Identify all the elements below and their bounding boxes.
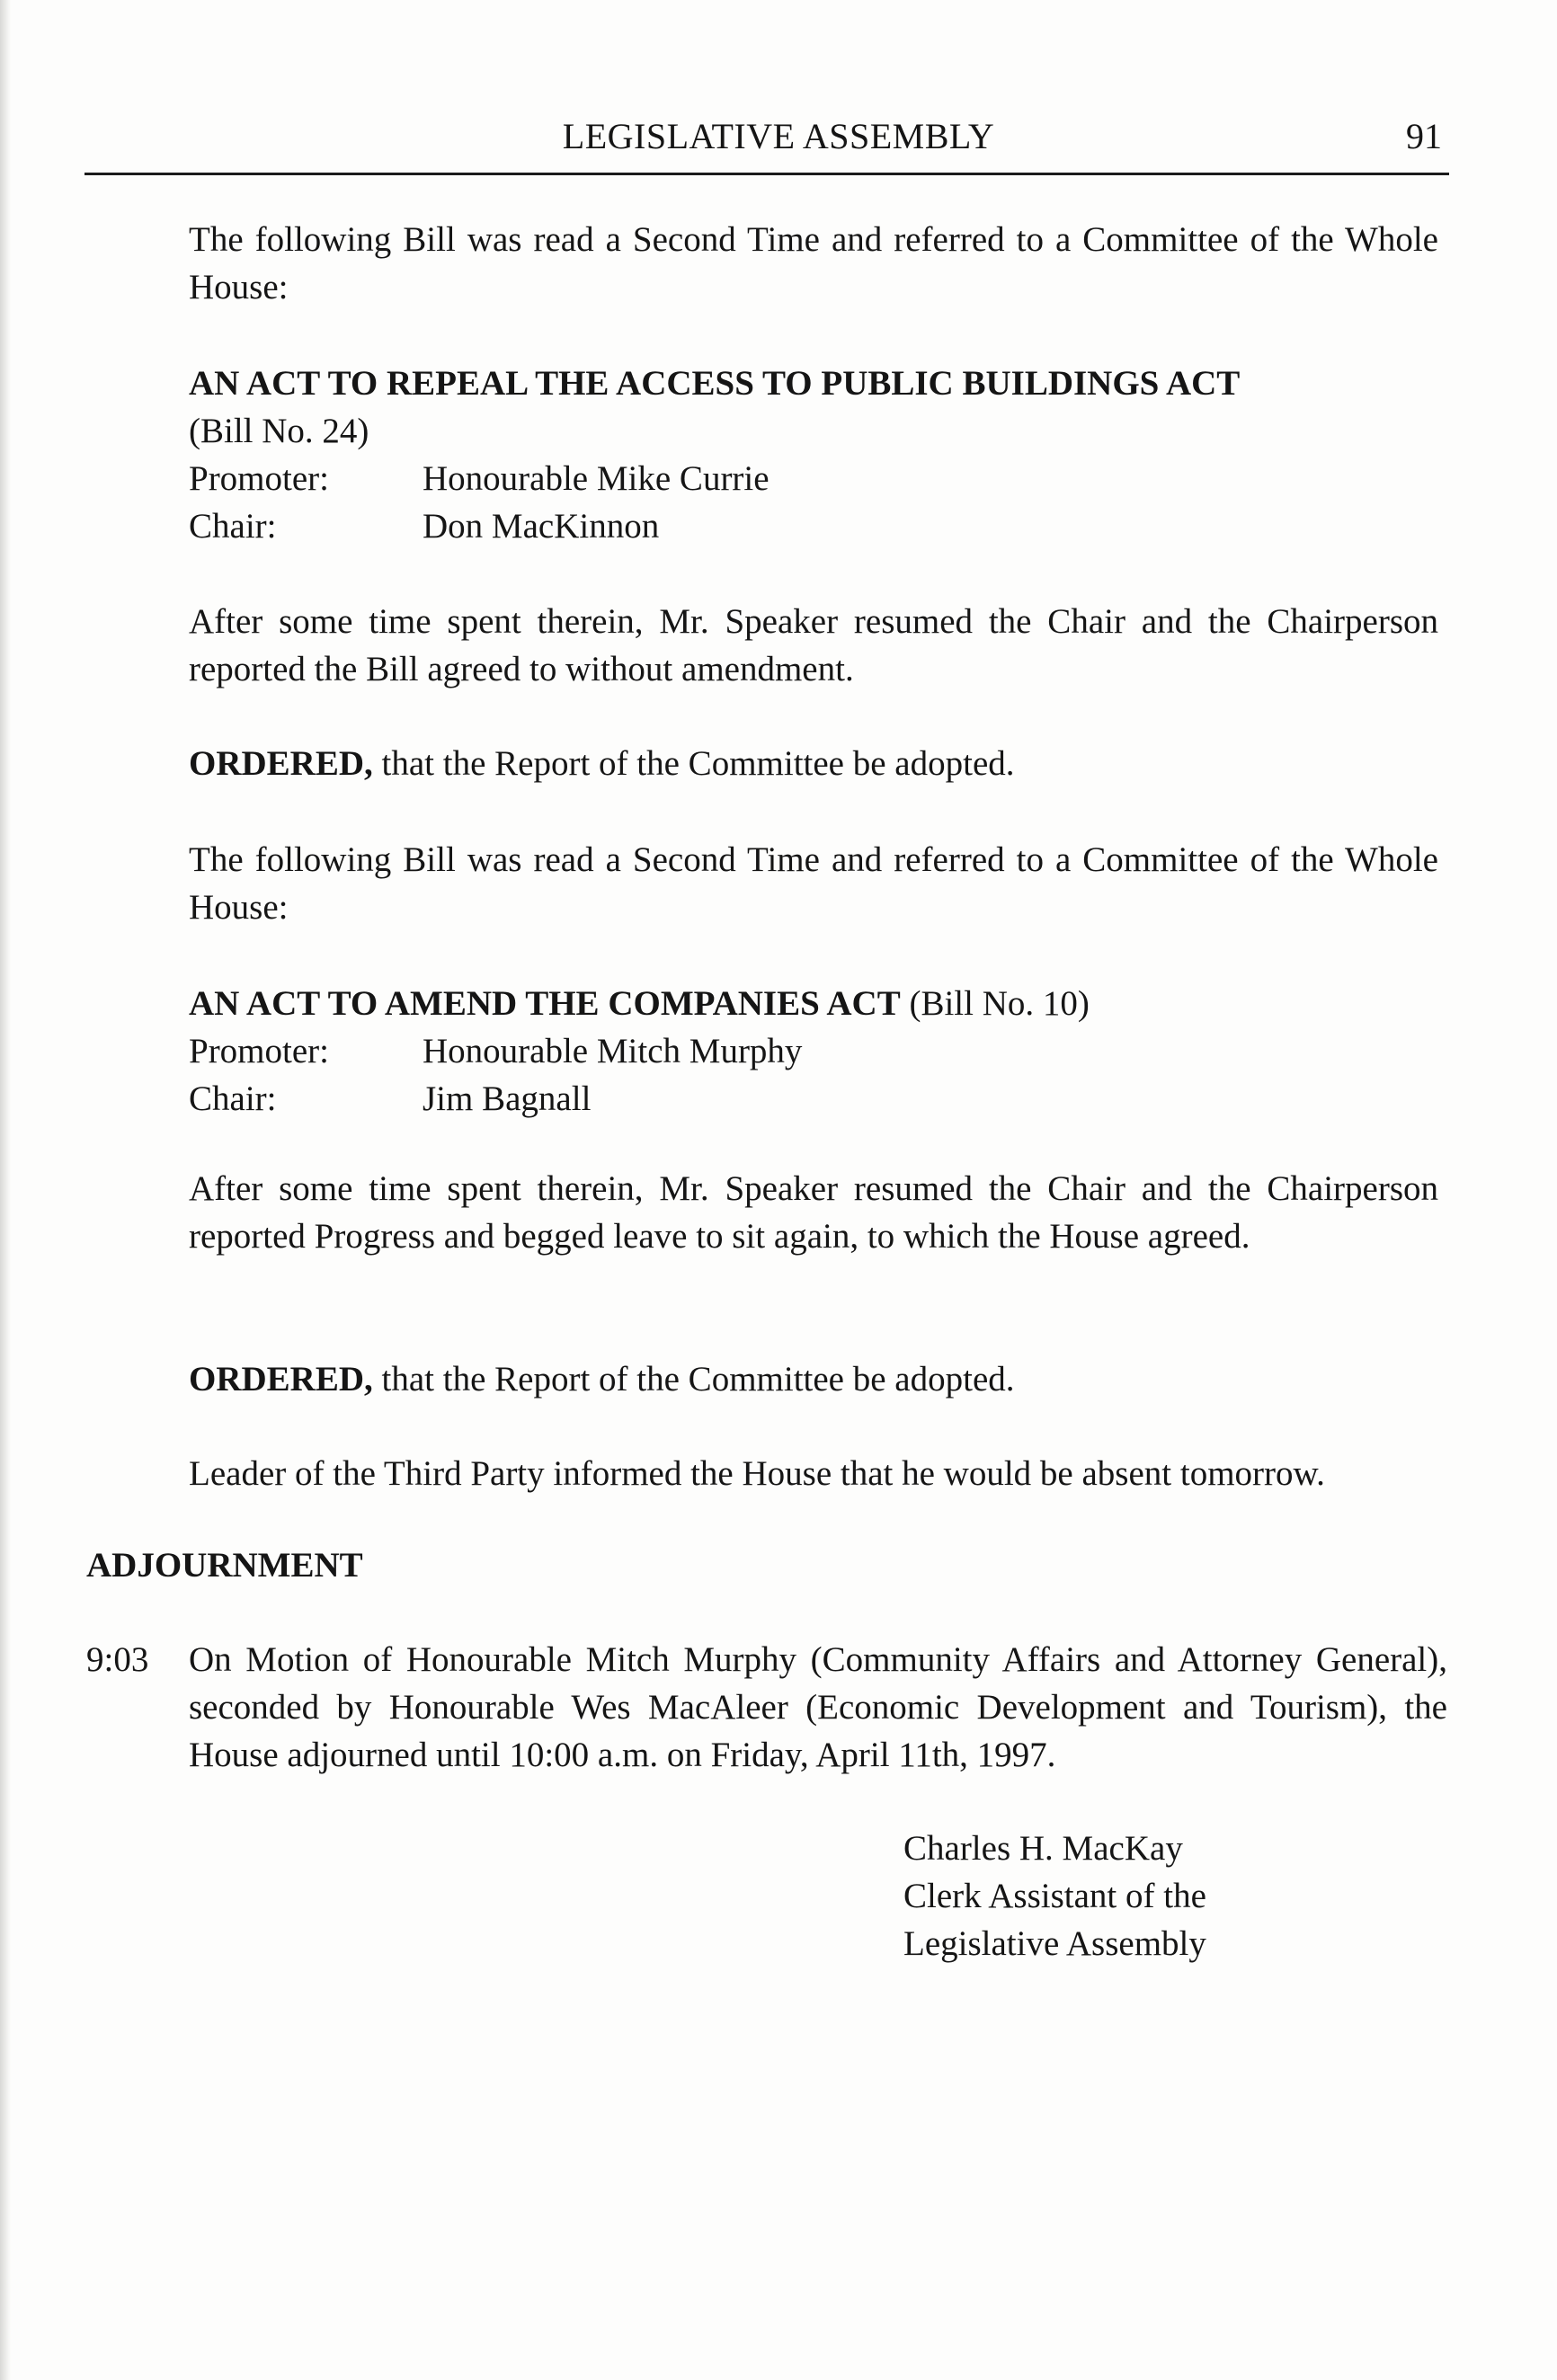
bill2-title-line bbox=[189, 980, 1090, 1027]
adjournment-paragraph: On Motion of Honourable Mitch Murphy (Community Affairs and Attorney General), seconded by Honourable Wes MacAleer (Economic Development and Tourism), the House adjourned until 10:00 a.m. on Friday, April 11th, 1997. bbox=[189, 1640, 1447, 1774]
chair-name: Don MacKinnon bbox=[423, 507, 660, 546]
bill1-number: (Bill No. 24) bbox=[189, 412, 369, 450]
chair-name: Jim Bagnall bbox=[423, 1079, 592, 1118]
bill1-title: AN ACT TO REPEAL THE ACCESS TO PUBLIC BUILDINGS ACT bbox=[189, 364, 1241, 403]
chair-label: Chair: bbox=[189, 1079, 277, 1118]
ordered-text: that the Report of the Committee be adopted. bbox=[372, 744, 1015, 783]
adjournment-heading: ADJOURNMENT bbox=[86, 1546, 363, 1585]
promoter-label: Promoter: bbox=[189, 1032, 329, 1070]
signatory-title-line2: Legislative Assembly bbox=[903, 1924, 1206, 1963]
ordered-text: that the Report of the Committee be adopted. bbox=[372, 1360, 1015, 1399]
absence-notice: Leader of the Third Party informed the House that he would be absent tomorrow. bbox=[189, 1454, 1325, 1493]
promoter-name: Honourable Mike Currie bbox=[423, 459, 770, 498]
bill2-intro-paragraph: The following Bill was read a Second Time and referred to a Committee of the Whole House: bbox=[189, 840, 1438, 927]
adjournment-time: 9:03 bbox=[86, 1640, 149, 1679]
promoter-label: Promoter: bbox=[189, 459, 329, 498]
scan-shadow-edge bbox=[0, 0, 11, 2380]
bill1-ordered-line bbox=[189, 740, 1015, 787]
bill2-result-paragraph: After some time spent therein, Mr. Speaker resumed the Chair and the Chairperson reported Progress and begged leave to sit again, to which the House agreed. bbox=[189, 1169, 1438, 1256]
header-rule bbox=[85, 173, 1449, 175]
ordered-label: ORDERED, bbox=[189, 1360, 373, 1399]
bill2-title: AN ACT TO AMEND THE COMPANIES ACT bbox=[189, 984, 901, 1023]
bill2-ordered-line bbox=[189, 1355, 1015, 1403]
page-header-title: LEGISLATIVE ASSEMBLY bbox=[562, 116, 995, 156]
promoter-name: Honourable Mitch Murphy bbox=[423, 1032, 803, 1070]
bill2-number: (Bill No. 10) bbox=[900, 984, 1090, 1023]
bill1-result-paragraph: After some time spent therein, Mr. Speaker resumed the Chair and the Chairperson reported the Bill agreed to without amendment. bbox=[189, 602, 1438, 688]
signatory-name: Charles H. MacKay bbox=[903, 1829, 1183, 1868]
bill1-intro-paragraph: The following Bill was read a Second Time and referred to a Committee of the Whole House: bbox=[189, 220, 1438, 306]
signatory-title-line1: Clerk Assistant of the bbox=[903, 1877, 1206, 1915]
page-number: 91 bbox=[1406, 116, 1442, 156]
chair-label: Chair: bbox=[189, 507, 277, 546]
ordered-label: ORDERED, bbox=[189, 744, 373, 783]
